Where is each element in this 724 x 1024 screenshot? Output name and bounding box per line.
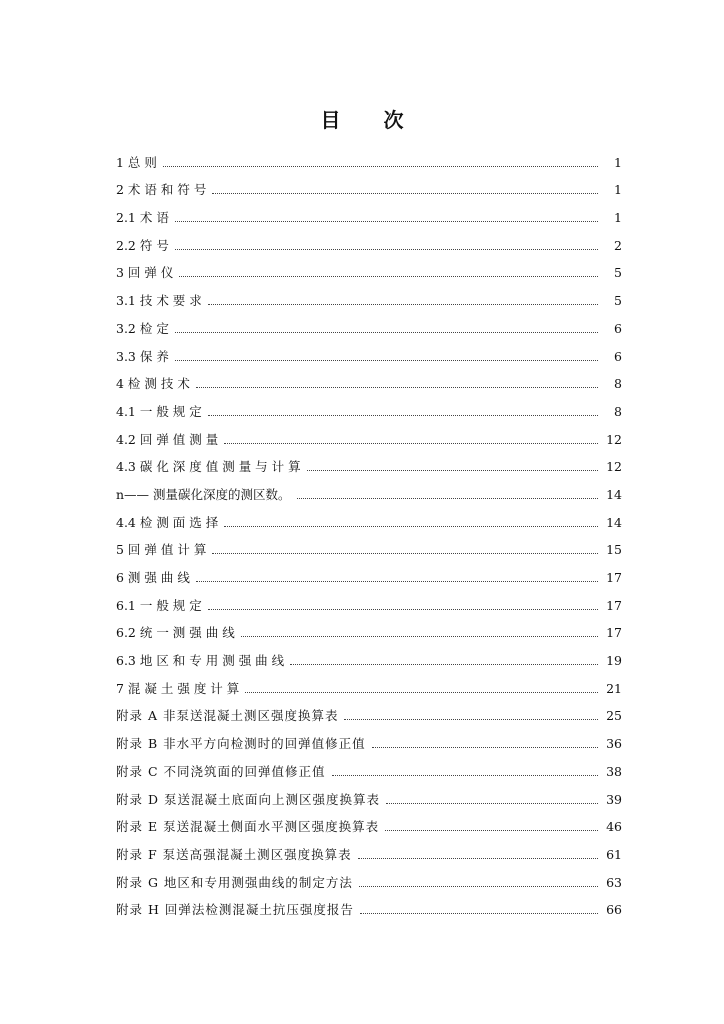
dot-leader xyxy=(224,525,598,527)
toc-entry-label: 4.2 回 弹 值 测 量 xyxy=(116,431,219,447)
dot-leader xyxy=(208,303,598,305)
dot-leader xyxy=(307,469,598,471)
toc-entry-page-number: 6 xyxy=(614,348,622,364)
toc-entry-page-number: 12 xyxy=(606,431,622,447)
toc-entry-page-number: 17 xyxy=(606,570,622,585)
dot-leader xyxy=(358,857,598,859)
toc-entry-page-number: 15 xyxy=(606,542,622,558)
toc-entry-page-number: 21 xyxy=(606,680,622,696)
dot-leader xyxy=(360,912,598,914)
dot-leader xyxy=(290,663,598,665)
toc-entry[interactable] xyxy=(116,502,622,530)
toc-entry-page-number: 1 xyxy=(614,182,622,198)
toc-entry-page-number: 5 xyxy=(614,293,622,309)
toc-entry[interactable] xyxy=(116,751,622,779)
toc-entry-label: 4 检 测 技 术 xyxy=(116,376,190,392)
toc-entry-label: 3.2 检 定 xyxy=(116,320,169,336)
toc-entry-page-number: 14 xyxy=(606,486,622,502)
toc-entry[interactable] xyxy=(116,834,622,862)
toc-entry-page-number: 63 xyxy=(606,874,622,890)
toc-entry-label: 6.1 一 般 规 定 xyxy=(116,597,202,613)
dot-leader xyxy=(163,165,598,167)
toc-entry-label: 4.1 一 般 规 定 xyxy=(116,403,202,419)
toc-entry[interactable] xyxy=(116,170,622,198)
toc-entry-label: 6.2 统 一 测 强 曲 线 xyxy=(116,625,235,641)
dot-leader xyxy=(245,691,598,693)
dot-leader xyxy=(212,192,598,194)
dot-leader xyxy=(386,802,598,804)
toc-entry[interactable] xyxy=(116,862,622,890)
toc-entry-label: 附录 B 非水平方向检测时的回弹值修正值 xyxy=(116,736,366,752)
toc-entry[interactable] xyxy=(116,530,622,558)
toc-entry-label: 5 回 弹 值 计 算 xyxy=(116,542,207,558)
toc-entry-page-number: 1 xyxy=(614,154,622,170)
toc-entry[interactable] xyxy=(116,280,622,308)
toc-entry[interactable] xyxy=(116,807,622,835)
toc-entry-page-number: 6 xyxy=(614,320,622,336)
toc-entry[interactable] xyxy=(116,474,622,502)
dot-leader xyxy=(344,718,598,720)
toc-entry-label: 2.1 术 语 xyxy=(116,210,169,226)
toc-entry-label: 附录 G 地区和专用测强曲线的制定方法 xyxy=(116,874,353,890)
dot-leader xyxy=(332,774,598,776)
toc-entry-page-number: 19 xyxy=(606,653,622,669)
toc-entry[interactable] xyxy=(116,890,622,918)
dot-leader xyxy=(175,248,598,250)
toc-entry[interactable] xyxy=(116,364,622,392)
toc-entry[interactable] xyxy=(116,557,622,585)
toc-entry-page-number: 5 xyxy=(614,265,622,281)
toc-entry-label: 2 术 语 和 符 号 xyxy=(116,182,207,198)
dot-leader xyxy=(359,885,598,887)
toc-entry-page-number: 12 xyxy=(606,459,622,475)
toc-entry[interactable] xyxy=(116,225,622,253)
toc-entry-page-number: 36 xyxy=(606,736,622,752)
toc-entry[interactable] xyxy=(116,308,622,336)
dot-leader xyxy=(175,220,598,222)
toc-entry-page-number: 1 xyxy=(614,210,622,226)
toc-entry-page-number: 61 xyxy=(606,846,622,862)
toc-entry-page-number: 38 xyxy=(606,763,622,779)
toc-entry-label: 附录 F 泵送高强混凝土测区强度换算表 xyxy=(116,846,352,862)
dot-leader xyxy=(297,497,598,499)
dot-leader xyxy=(212,552,598,554)
dot-leader xyxy=(196,580,598,582)
dot-leader xyxy=(241,635,598,637)
toc-entry-page-number: 8 xyxy=(614,376,622,392)
toc-entry-label: 附录 E 泵送混凝土侧面水平测区强度换算表 xyxy=(116,819,380,835)
dot-leader xyxy=(175,331,598,333)
toc-entry-label: 7 混 凝 土 强 度 计 算 xyxy=(116,680,240,696)
toc-entry-label: 4.3 碳 化 深 度 值 测 量 与 计 算 xyxy=(116,459,301,475)
toc-entry[interactable] xyxy=(116,197,622,225)
toc-entry-page-number: 25 xyxy=(606,708,622,724)
toc-entry-page-number: 17 xyxy=(606,597,622,613)
dot-leader xyxy=(208,608,598,610)
dot-leader xyxy=(179,275,598,277)
toc-entry[interactable] xyxy=(116,447,622,475)
toc-entry-page-number: 17 xyxy=(606,625,622,641)
toc-list xyxy=(116,142,622,917)
toc-entry[interactable] xyxy=(116,142,622,170)
toc-entry-label: 6.3 地 区 和 专 用 测 强 曲 线 xyxy=(116,653,285,669)
toc-entry[interactable] xyxy=(116,585,622,613)
toc-entry[interactable] xyxy=(116,336,622,364)
dot-leader xyxy=(196,386,598,388)
toc-entry-page-number: 8 xyxy=(614,403,622,419)
toc-title: 目 次 xyxy=(320,108,422,132)
toc-entry-label: 附录 H 回弹法检测混凝土抗压强度报告 xyxy=(116,902,354,918)
toc-entry-label: 3.3 保 养 xyxy=(116,348,169,364)
dot-leader xyxy=(208,414,598,416)
toc-entry-label: 附录 A 非泵送混凝土测区强度换算表 xyxy=(116,708,339,724)
toc-entry-label: 3.1 技 术 要 求 xyxy=(116,293,202,309)
toc-entry[interactable] xyxy=(116,640,622,668)
toc-entry[interactable] xyxy=(116,696,622,724)
toc-entry[interactable] xyxy=(116,668,622,696)
toc-entry[interactable] xyxy=(116,253,622,281)
toc-entry-label: 附录 D 泵送混凝土底面向上测区强度换算表 xyxy=(116,791,380,807)
toc-entry[interactable] xyxy=(116,613,622,641)
toc-entry-label: 2.2 符 号 xyxy=(116,237,169,253)
toc-entry-page-number: 39 xyxy=(606,791,622,807)
toc-entry[interactable] xyxy=(116,723,622,751)
toc-entry-label: 附录 C 不同浇筑面的回弹值修正值 xyxy=(116,763,326,779)
toc-entry-label: 4.4 检 测 面 选 择 xyxy=(116,514,219,530)
toc-entry[interactable] xyxy=(116,419,622,447)
toc-entry-label: n—— 测量碳化深度的测区数。 xyxy=(116,486,291,502)
dot-leader xyxy=(175,359,598,361)
dot-leader xyxy=(224,442,598,444)
toc-entry[interactable] xyxy=(116,391,622,419)
dot-leader xyxy=(372,746,598,748)
toc-entry[interactable] xyxy=(116,779,622,807)
toc-entry-label: 1 总 则 xyxy=(116,154,157,170)
toc-entry-label: 6 测 强 曲 线 xyxy=(116,570,190,585)
toc-entry-label: 3 回 弹 仪 xyxy=(116,265,174,281)
toc-entry-page-number: 46 xyxy=(606,819,622,835)
toc-entry-page-number: 14 xyxy=(606,514,622,530)
dot-leader xyxy=(385,829,598,831)
toc-entry-page-number: 2 xyxy=(614,237,622,253)
toc-entry-page-number: 66 xyxy=(606,902,622,918)
